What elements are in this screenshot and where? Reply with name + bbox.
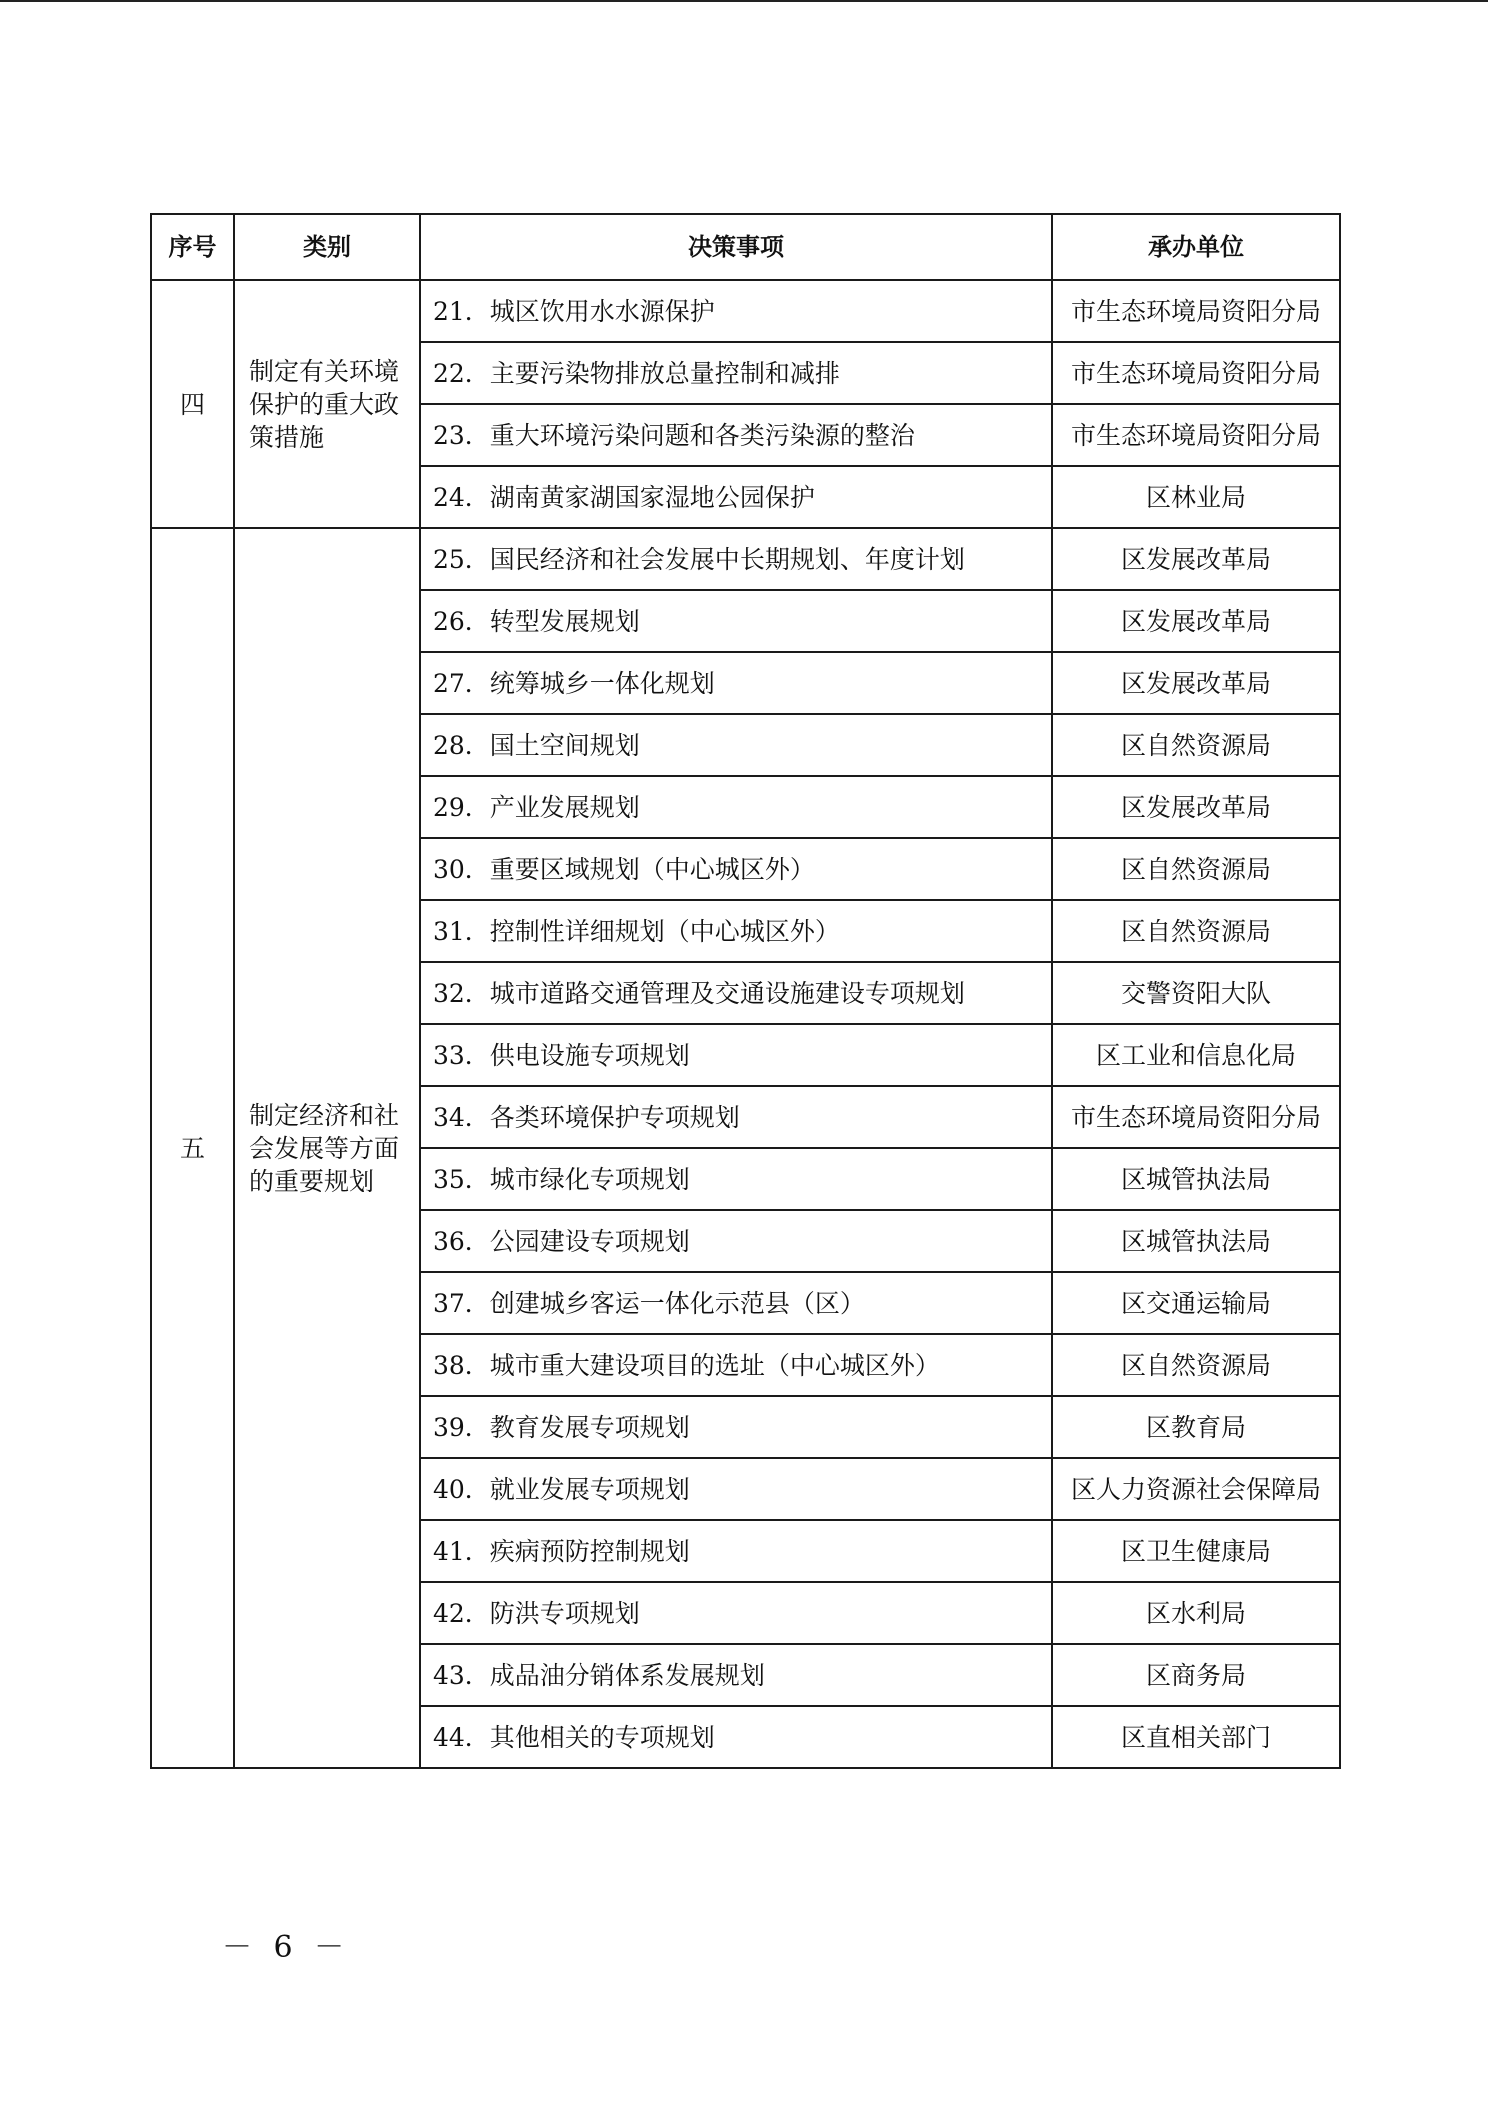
responsible-org-cell: 区商务局 (1052, 1644, 1340, 1706)
decision-item-cell: 34．各类环境保护专项规划 (420, 1086, 1052, 1148)
decision-item-cell: 27．统筹城乡一体化规划 (420, 652, 1052, 714)
responsible-org-cell: 市生态环境局资阳分局 (1052, 280, 1340, 342)
responsible-org-cell: 区人力资源社会保障局 (1052, 1458, 1340, 1520)
header-item: 决策事项 (420, 214, 1052, 280)
header-org: 承办单位 (1052, 214, 1340, 280)
decision-item-cell: 36．公园建设专项规划 (420, 1210, 1052, 1272)
responsible-org-cell: 区水利局 (1052, 1582, 1340, 1644)
decision-item-cell: 44．其他相关的专项规划 (420, 1706, 1052, 1768)
responsible-org-cell: 市生态环境局资阳分局 (1052, 404, 1340, 466)
responsible-org-cell: 区发展改革局 (1052, 590, 1340, 652)
decision-item-cell: 29．产业发展规划 (420, 776, 1052, 838)
decision-item-cell: 21．城区饮用水水源保护 (420, 280, 1052, 342)
decision-item-cell: 37．创建城乡客运一体化示范县（区） (420, 1272, 1052, 1334)
decision-item-cell: 38．城市重大建设项目的选址（中心城区外） (420, 1334, 1052, 1396)
table-body (151, 280, 1340, 1768)
responsible-org-cell: 区自然资源局 (1052, 838, 1340, 900)
decision-item-cell: 33．供电设施专项规划 (420, 1024, 1052, 1086)
responsible-org-cell: 市生态环境局资阳分局 (1052, 1086, 1340, 1148)
page-number: － 6 － (222, 1930, 351, 1965)
decision-item-cell: 26．转型发展规划 (420, 590, 1052, 652)
responsible-org-cell: 区卫生健康局 (1052, 1520, 1340, 1582)
table-header-row (151, 214, 1340, 280)
responsible-org-cell: 区发展改革局 (1052, 652, 1340, 714)
decision-item-cell: 25．国民经济和社会发展中长期规划、年度计划 (420, 528, 1052, 590)
responsible-org-cell: 区自然资源局 (1052, 714, 1340, 776)
responsible-org-cell: 区发展改革局 (1052, 776, 1340, 838)
responsible-org-cell: 区教育局 (1052, 1396, 1340, 1458)
group-seq-cell: 五 (151, 528, 234, 1768)
decision-item-cell: 43．成品油分销体系发展规划 (420, 1644, 1052, 1706)
decision-item-cell: 41．疾病预防控制规划 (420, 1520, 1052, 1582)
decision-item-cell: 24．湖南黄家湖国家湿地公园保护 (420, 466, 1052, 528)
decision-item-cell: 31．控制性详细规划（中心城区外） (420, 900, 1052, 962)
header-category: 类别 (234, 214, 420, 280)
decision-item-cell: 32．城市道路交通管理及交通设施建设专项规划 (420, 962, 1052, 1024)
responsible-org-cell: 区直相关部门 (1052, 1706, 1340, 1768)
responsible-org-cell: 区工业和信息化局 (1052, 1024, 1340, 1086)
header-seq: 序号 (151, 214, 234, 280)
responsible-org-cell: 区发展改革局 (1052, 528, 1340, 590)
group-seq-cell: 四 (151, 280, 234, 528)
responsible-org-cell: 区城管执法局 (1052, 1148, 1340, 1210)
decision-item-cell: 40．就业发展专项规划 (420, 1458, 1052, 1520)
decision-item-cell: 22．主要污染物排放总量控制和减排 (420, 342, 1052, 404)
group-category-cell: 制定经济和社会发展等方面的重要规划 (234, 528, 420, 1768)
responsible-org-cell: 区自然资源局 (1052, 1334, 1340, 1396)
decision-item-cell: 39．教育发展专项规划 (420, 1396, 1052, 1458)
responsible-org-cell: 市生态环境局资阳分局 (1052, 342, 1340, 404)
table-row (151, 528, 1340, 590)
responsible-org-cell: 区自然资源局 (1052, 900, 1340, 962)
responsible-org-cell: 区交通运输局 (1052, 1272, 1340, 1334)
page-top-border (0, 0, 1488, 2)
responsible-org-cell: 区城管执法局 (1052, 1210, 1340, 1272)
decision-item-cell: 28．国土空间规划 (420, 714, 1052, 776)
group-category-cell: 制定有关环境保护的重大政策措施 (234, 280, 420, 528)
decision-items-table (150, 213, 1341, 1769)
responsible-org-cell: 交警资阳大队 (1052, 962, 1340, 1024)
decision-item-cell: 35．城市绿化专项规划 (420, 1148, 1052, 1210)
responsible-org-cell: 区林业局 (1052, 466, 1340, 528)
decision-item-cell: 42．防洪专项规划 (420, 1582, 1052, 1644)
decision-item-cell: 23．重大环境污染问题和各类污染源的整治 (420, 404, 1052, 466)
table-row (151, 280, 1340, 342)
decision-item-cell: 30．重要区域规划（中心城区外） (420, 838, 1052, 900)
